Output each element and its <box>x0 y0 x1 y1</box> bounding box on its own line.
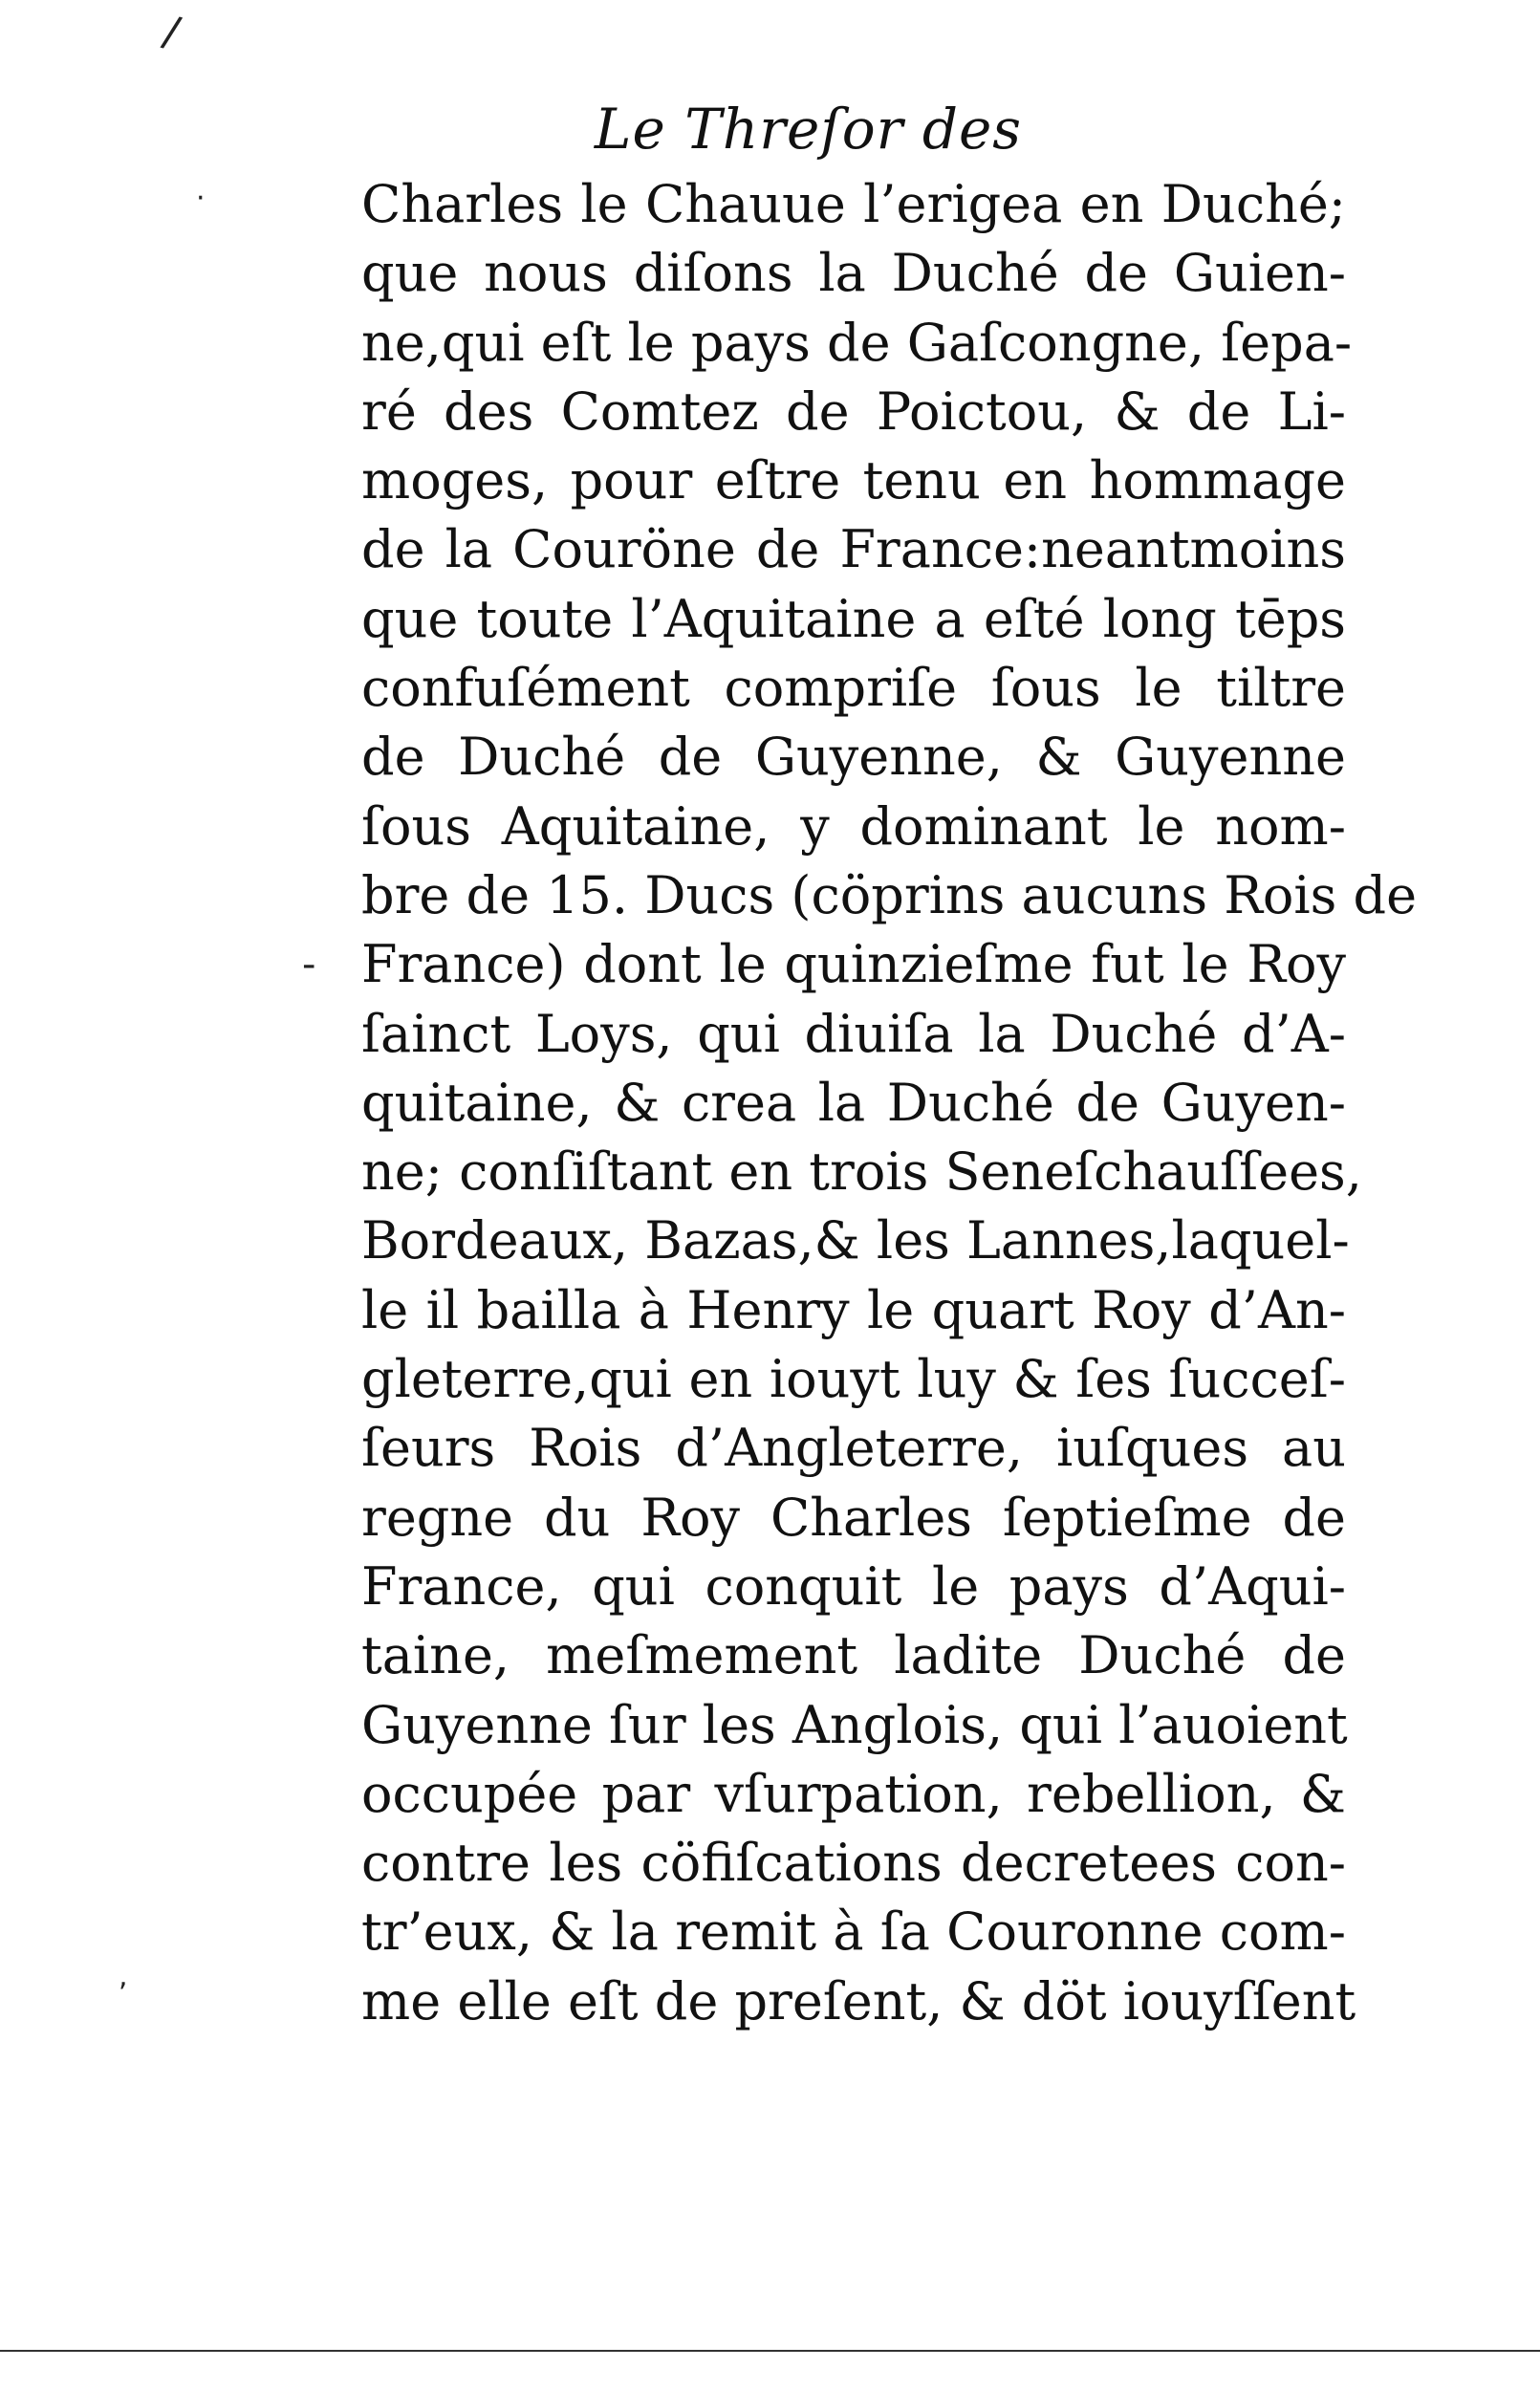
text-line: France) dont le quinzieſme fut le Roy <box>361 934 1346 995</box>
scan-edge-line <box>0 2350 1540 2352</box>
text-line: le il bailla à Henry le quart Roy d’An- <box>361 1279 1346 1340</box>
text-line: taine, meſmement ladite Duché de <box>361 1625 1346 1686</box>
text-line: France, qui conquit le pays d’Aqui- <box>361 1555 1346 1617</box>
text-line: regne du Roy Charles ſeptieſme de <box>361 1487 1346 1548</box>
text-line: ſainct Loys, qui diuiſa la Duché d’A- <box>361 1003 1346 1064</box>
text-line: de la Couröne de France:neantmoins <box>361 519 1346 580</box>
ink-speck: - <box>302 943 316 987</box>
ink-speck: , <box>119 1960 128 1993</box>
text-line: que toute l’Aquitaine a eſté long tēps <box>361 588 1346 649</box>
text-line: que nous diſons la Duché de Guien- <box>361 243 1346 304</box>
text-line: moges, pour eſtre tenu en hommage <box>361 450 1346 511</box>
text-line: bre de 15. Ducs (cöprins aucuns Rois de <box>361 864 1418 925</box>
text-line: ré des Comtez de Poictou, & de Li- <box>361 380 1346 442</box>
text-line: tr’eux, & la remit à ſa Couronne com- <box>361 1901 1346 1963</box>
text-line: ne,qui eſt le pays de Gaſcongne, ſepa- <box>361 312 1353 373</box>
ink-speck: / <box>158 6 185 58</box>
body-text <box>361 170 1418 2036</box>
ink-speck: · <box>196 182 206 215</box>
text-line: contre les cöfiſcations decretees con- <box>361 1833 1346 1894</box>
text-line: ne; conſiſtant en trois Seneſchauſſees, <box>361 1141 1362 1203</box>
text-line: occupée par vſurpation, rebellion, & <box>361 1763 1346 1824</box>
text-line: quitaine, & crea la Duché de Guyen- <box>361 1072 1346 1133</box>
text-line: ſeurs Rois d’Angleterre, iuſques au <box>361 1418 1346 1479</box>
running-head: Le Threſor des <box>594 97 1023 162</box>
text-line: Charles le Chauue l’erigea en Duché; <box>361 174 1346 234</box>
text-line: confuſément compriſe ſous le tiltre <box>361 658 1346 719</box>
text-line: de Duché de Guyenne, & Guyenne <box>361 727 1346 788</box>
text-line: Guyenne ſur les Anglois, qui l’auoient <box>361 1694 1348 1755</box>
text-line: Bordeaux, Bazas,& les Lannes,laquel- <box>361 1210 1350 1271</box>
text-line: gleterre,qui en iouyt luy & ſes ſucceſ- <box>361 1349 1346 1410</box>
text-line: me elle eſt de preſent, & döt iouyſſent <box>361 1970 1356 2032</box>
text-line: ſous Aquitaine, y dominant le nom- <box>361 795 1346 857</box>
